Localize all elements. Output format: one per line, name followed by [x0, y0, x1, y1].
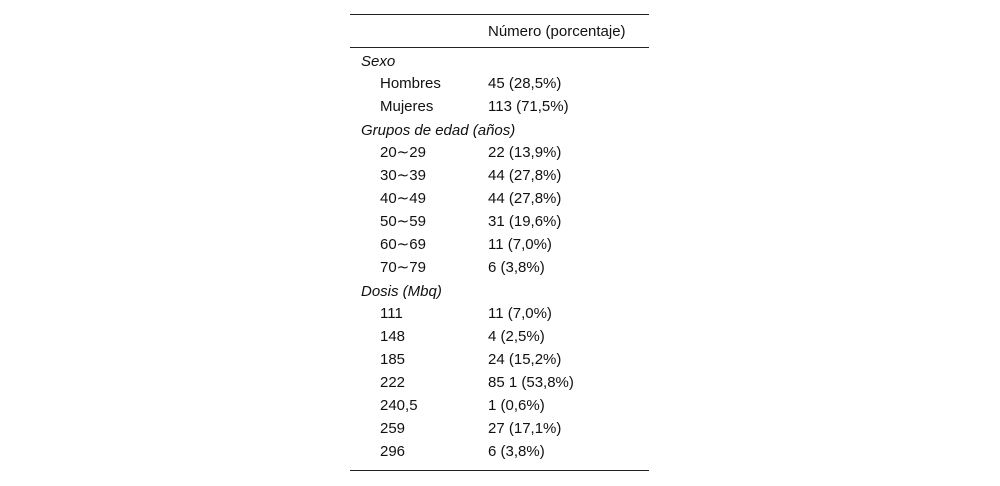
table-row — [350, 165, 649, 188]
row-label: 222 — [380, 374, 406, 391]
section-label: Grupos de edad (años) — [361, 122, 516, 139]
row-label: 20∼29 — [380, 144, 426, 161]
table-row — [350, 441, 649, 464]
table-row — [350, 234, 649, 257]
table-row — [350, 73, 649, 96]
row-value: 44 (27,8%) — [488, 167, 562, 184]
row-label: 30∼39 — [380, 167, 426, 184]
row-label: 240,5 — [380, 397, 418, 414]
row-value: 6 (3,8%) — [488, 259, 545, 276]
row-value: 44 (27,8%) — [488, 190, 562, 207]
row-label: 60∼69 — [380, 236, 426, 253]
row-value: 4 (2,5%) — [488, 328, 545, 345]
section-label: Dosis (Mbq) — [361, 283, 442, 300]
row-label: 148 — [380, 328, 406, 345]
table-row — [350, 142, 649, 165]
table-row — [350, 326, 649, 349]
row-label: 50∼59 — [380, 213, 426, 230]
section-title-sexo — [350, 50, 649, 73]
table-row — [350, 188, 649, 211]
row-value: 11 (7,0%) — [488, 305, 552, 322]
row-value: 45 (28,5%) — [488, 75, 562, 92]
row-label: Hombres — [380, 75, 441, 92]
table-row — [350, 257, 649, 280]
row-label: 40∼49 — [380, 190, 426, 207]
table-row — [350, 372, 649, 395]
row-value: 85 1 (53,8%) — [488, 374, 574, 391]
table-row — [350, 349, 649, 372]
table-row — [350, 418, 649, 441]
bottom-rule — [350, 470, 649, 471]
table-row — [350, 211, 649, 234]
table-row — [350, 303, 649, 326]
row-label: 259 — [380, 420, 406, 437]
table-row — [350, 395, 649, 418]
row-label: 70∼79 — [380, 259, 426, 276]
row-label: 111 — [380, 305, 403, 322]
row-label: 296 — [380, 443, 406, 460]
row-value: 27 (17,1%) — [488, 420, 562, 437]
row-value: 31 (19,6%) — [488, 213, 562, 230]
data-table — [350, 14, 649, 471]
column-header-numero: Número (porcentaje) — [488, 23, 626, 40]
section-label: Sexo — [361, 53, 396, 70]
row-value: 1 (0,6%) — [488, 397, 545, 414]
table-row — [350, 96, 649, 119]
row-value: 22 (13,9%) — [488, 144, 562, 161]
row-value: 11 (7,0%) — [488, 236, 552, 253]
row-label: 185 — [380, 351, 406, 368]
table-header — [350, 15, 649, 47]
row-value: 24 (15,2%) — [488, 351, 562, 368]
section-title-grupos-de-edad — [350, 119, 649, 142]
row-label: Mujeres — [380, 98, 434, 115]
row-value: 6 (3,8%) — [488, 443, 545, 460]
section-title-dosis — [350, 280, 649, 303]
row-value: 113 (71,5%) — [488, 98, 569, 115]
